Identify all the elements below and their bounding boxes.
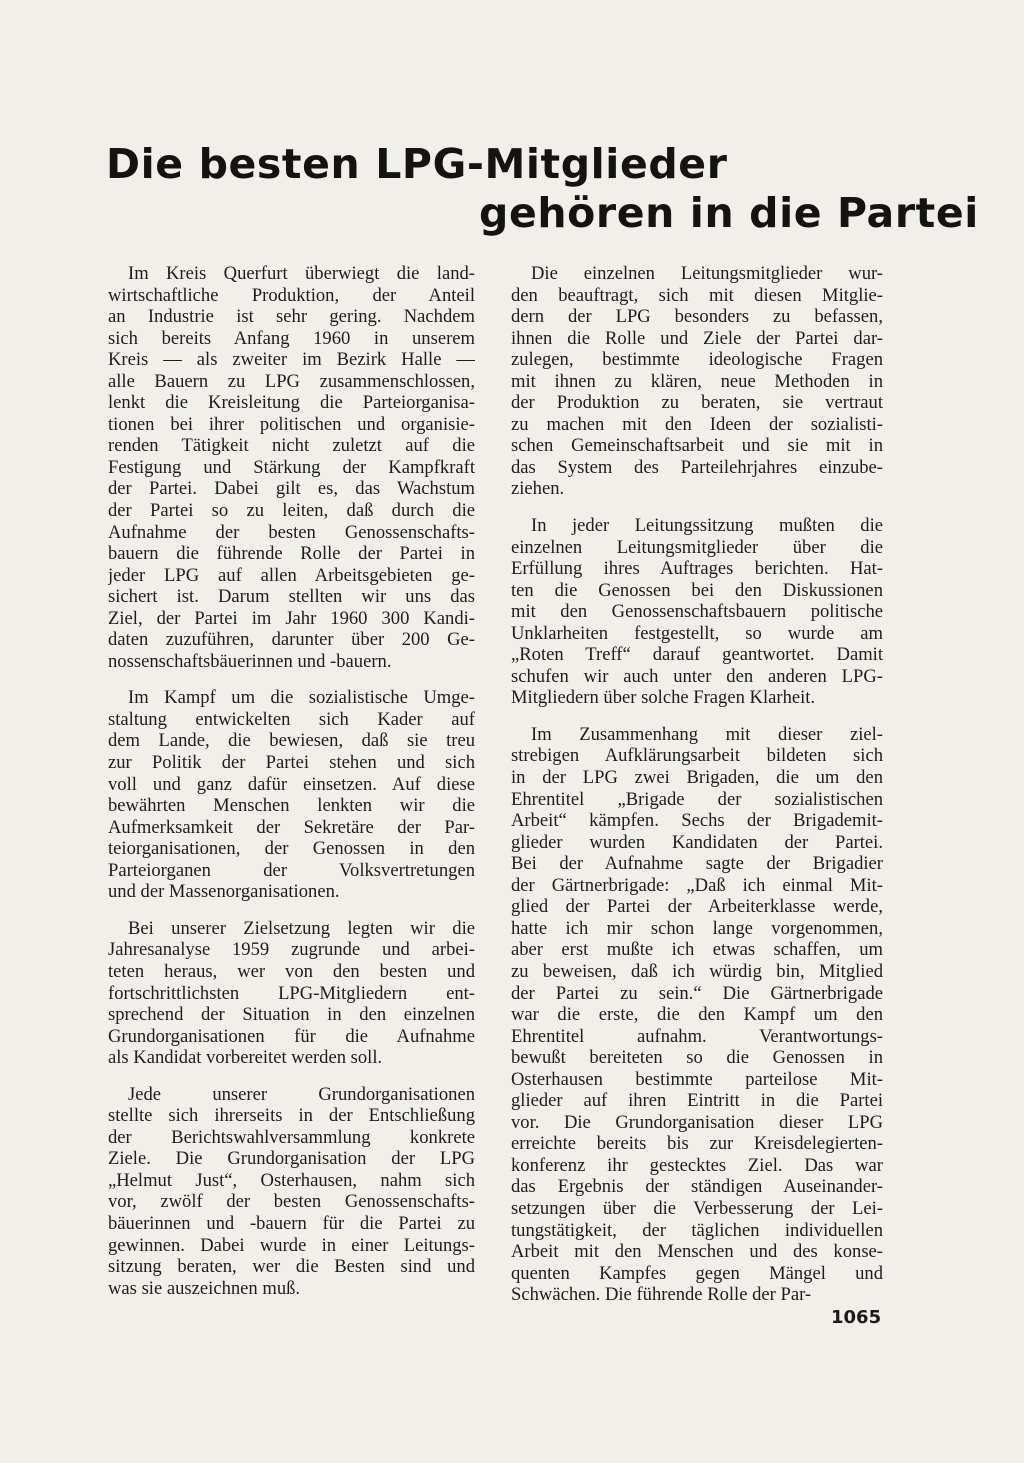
- left-column-paragraph: [108, 1084, 475, 1299]
- text-line: staltung entwickelten sich Kader auf: [108, 708, 475, 730]
- text-line: konferenz ihr gestecktes Ziel. Das war: [511, 1154, 883, 1176]
- text-line: Schwächen. Die führende Rolle der Par-: [511, 1284, 812, 1306]
- text-line: Ehrentitel „Brigade der sozialistischen: [511, 788, 883, 810]
- paragraph-gap: [511, 500, 883, 515]
- text-line: renden Tätigkeit nicht zuletzt auf die: [108, 435, 475, 457]
- text-line: sitzung beraten, wer die Besten sind und: [108, 1256, 475, 1278]
- article-title-line-2: gehören in die Partei: [479, 189, 979, 237]
- text-line: als Kandidat vorbereitet werden soll.: [108, 1047, 383, 1069]
- article-title-line-1: Die besten LPG-Mitglieder: [106, 140, 728, 188]
- text-line: Mitgliedern über solche Fragen Klarheit.: [511, 687, 816, 709]
- text-line: glieder wurden Kandidaten der Partei.: [511, 831, 883, 853]
- text-line: mit ihnen zu klären, neue Methoden in: [511, 370, 883, 392]
- text-line: nossenschaftsbäuerinnen und -bauern.: [108, 650, 392, 672]
- text-line: Ehrentitel aufnahm. Verantwortungs-: [511, 1025, 883, 1047]
- text-line: Erfüllung ihres Auftrages berichten. Hat-: [511, 558, 883, 580]
- text-line: Aufnahme der besten Genossenschafts-: [108, 521, 475, 543]
- paragraph-gap: [108, 903, 475, 918]
- text-line: fortschrittlichsten LPG-Mitgliedern ent-: [108, 982, 475, 1004]
- text-line: gewinnen. Dabei wurde in einer Leitungs-: [108, 1234, 475, 1256]
- left-column-paragraph: [108, 918, 475, 1069]
- text-line: „Roten Treff“ darauf geantwortet. Damit: [511, 644, 883, 666]
- text-line: der Partei. Dabei gilt es, das Wachstum: [108, 478, 475, 500]
- text-line: was sie auszeichnen muß.: [108, 1277, 301, 1299]
- text-line: zulegen, bestimmte ideologische Fragen: [511, 349, 883, 371]
- text-line: das Ergebnis der ständigen Auseinander-: [511, 1176, 883, 1198]
- right-column-paragraph: [511, 724, 883, 1306]
- text-line: „Helmut Just“, Osterhausen, nahm sich: [108, 1169, 475, 1191]
- text-line: Arbeit mit den Menschen und des konse-: [511, 1241, 883, 1263]
- text-line: alle Bauern zu LPG zusammenschlossen,: [108, 370, 475, 392]
- text-line: der Produktion zu beraten, sie vertraut: [511, 392, 883, 414]
- text-line: voll und ganz dafür einsetzen. Auf diese: [108, 773, 475, 795]
- text-line: einzelnen Leitungsmitglieder über die: [511, 536, 883, 558]
- text-line: hatte ich mir schon lange vorgenommen,: [511, 917, 883, 939]
- left-column-paragraph: [108, 263, 475, 672]
- text-line: an Industrie ist sehr gering. Nachdem: [108, 306, 475, 328]
- text-line: dem Lande, die bewiesen, daß sie treu: [108, 730, 475, 752]
- text-line: Kreis — als zweiter im Bezirk Halle —: [108, 349, 475, 371]
- text-line: ten die Genossen bei den Diskussionen: [511, 579, 883, 601]
- text-line: der Berichtswahlversammlung konkrete: [108, 1126, 475, 1148]
- text-line: glied der Partei der Arbeiterklasse werde,: [511, 896, 883, 918]
- text-line: Festigung und Stärkung der Kampfkraft: [108, 456, 475, 478]
- text-line: tionen bei ihrer politischen und organisie-: [108, 413, 475, 435]
- text-line: sichert ist. Darum stellten wir uns das: [108, 586, 475, 608]
- text-line: lenkt die Kreisleitung die Parteiorganisa-: [108, 392, 475, 414]
- left-column-paragraph: [108, 687, 475, 902]
- text-line: schen Gemeinschaftsarbeit und sie mit in: [511, 435, 883, 457]
- text-line: Osterhausen bestimmte parteilose Mit-: [511, 1068, 883, 1090]
- paragraph-gap: [108, 1069, 475, 1084]
- text-line: Jahresanalyse 1959 zugrunde und arbei-: [108, 939, 475, 961]
- text-line: sprechend der Situation in den einzelnen: [108, 1004, 475, 1026]
- text-line: das System des Parteilehrjahres einzube-: [511, 456, 883, 478]
- text-line: dern der LPG besonders zu befassen,: [511, 306, 883, 328]
- text-line: zur Politik der Partei stehen und sich: [108, 752, 475, 774]
- text-line: aber erst mußte ich etwas schaffen, um: [511, 939, 883, 961]
- text-line: der Gärtnerbrigade: „Daß ich einmal Mit-: [511, 874, 883, 896]
- text-line: ziehen.: [511, 478, 565, 500]
- text-line: und der Massenorganisationen.: [108, 881, 340, 903]
- text-line: vor. Die Grundorganisation dieser LPG: [511, 1111, 883, 1133]
- text-line: In jeder Leitungssitzung mußten die: [531, 515, 883, 537]
- text-line: Grundorganisationen für die Aufnahme: [108, 1025, 475, 1047]
- text-line: vor, zwölf der besten Genossenschafts-: [108, 1191, 475, 1213]
- text-line: stellte sich ihrerseits in der Entschließung: [108, 1105, 475, 1127]
- text-line: sich bereits Anfang 1960 in unserem: [108, 327, 475, 349]
- text-line: Arbeit“ kämpfen. Sechs der Brigademit-: [511, 810, 883, 832]
- text-line: Bei der Aufnahme sagte der Brigadier: [511, 853, 883, 875]
- text-line: der Partei zu sein.“ Die Gärtnerbrigade: [511, 982, 883, 1004]
- right-text-column: [511, 263, 883, 1306]
- text-line: den beauftragt, sich mit diesen Mitglie-: [511, 284, 883, 306]
- text-line: bewußt bereiteten so die Genossen in: [511, 1047, 883, 1069]
- text-line: Jede unserer Grundorganisationen: [128, 1083, 475, 1105]
- right-column-paragraph: [511, 263, 883, 500]
- text-line: setzungen über die Verbesserung der Lei-: [511, 1197, 883, 1219]
- text-line: schufen wir auch unter den anderen LPG-: [511, 665, 883, 687]
- text-line: strebigen Aufklärungsarbeit bildeten sich: [511, 745, 883, 767]
- text-line: Im Kampf um die sozialistische Umge-: [128, 687, 475, 709]
- text-line: teiorganisationen, der Genossen in den: [108, 838, 475, 860]
- text-line: quenten Kampfes gegen Mängel und: [511, 1262, 883, 1284]
- text-line: Ziel, der Partei im Jahr 1960 300 Kandi-: [108, 607, 475, 629]
- text-line: in der LPG zwei Brigaden, die um den: [511, 767, 883, 789]
- text-line: zu machen mit den Ideen der sozialisti-: [511, 413, 883, 435]
- text-line: Ziele. Die Grundorganisation der LPG: [108, 1148, 475, 1170]
- text-line: Unklarheiten festgestellt, so wurde am: [511, 622, 883, 644]
- text-line: bauern die führende Rolle der Partei in: [108, 543, 475, 565]
- text-line: Die einzelnen Leitungsmitglieder wur-: [531, 263, 883, 284]
- text-line: teten heraus, wer von den besten und: [108, 960, 475, 982]
- paragraph-gap: [108, 672, 475, 687]
- page-number: 1065: [831, 1307, 882, 1328]
- text-line: der Partei so zu leiten, daß durch die: [108, 500, 475, 522]
- text-line: war die erste, die den Kampf um den: [511, 1004, 883, 1026]
- text-line: Bei unserer Zielsetzung legten wir die: [128, 917, 475, 939]
- text-line: Parteiorganen der Volksvertretungen: [108, 859, 475, 881]
- text-line: daten zuzuführen, darunter über 200 Ge-: [108, 629, 475, 651]
- text-line: zu beweisen, daß ich würdig bin, Mitglied: [511, 960, 883, 982]
- text-line: jeder LPG auf allen Arbeitsgebieten ge-: [108, 564, 475, 586]
- text-line: tungstätigkeit, der täglichen individuellen: [511, 1219, 883, 1241]
- text-line: bäuerinnen und -bauern für die Partei zu: [108, 1212, 475, 1234]
- text-line: glieder auf ihren Eintritt in die Partei: [511, 1090, 883, 1112]
- text-line: erreichte bereits bis zur Kreisdelegierten-: [511, 1133, 883, 1155]
- text-line: wirtschaftliche Produktion, der Anteil: [108, 284, 475, 306]
- text-line: Im Kreis Querfurt überwiegt die land-: [128, 263, 475, 284]
- text-line: Im Zusammenhang mit dieser ziel-: [531, 723, 883, 745]
- right-column-paragraph: [511, 515, 883, 709]
- left-text-column: [108, 263, 475, 1299]
- paragraph-gap: [511, 709, 883, 724]
- text-line: ihnen die Rolle und Ziele der Partei dar-: [511, 327, 883, 349]
- text-line: Aufmerksamkeit der Sekretäre der Par-: [108, 816, 475, 838]
- text-line: bewährten Menschen lenkten wir die: [108, 795, 475, 817]
- text-line: mit den Genossenschaftsbauern politische: [511, 601, 883, 623]
